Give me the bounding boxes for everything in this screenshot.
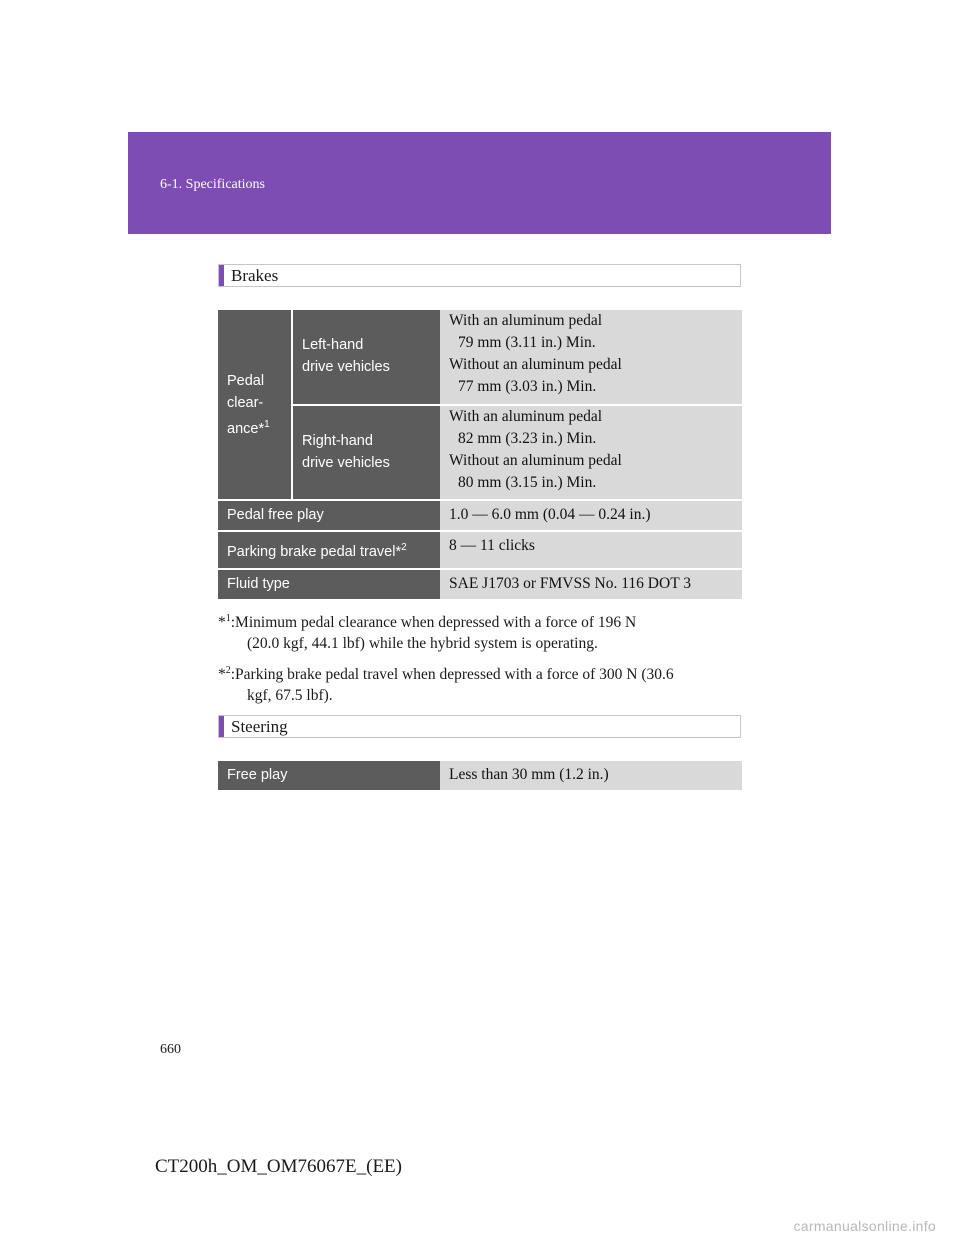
label-line: ance <box>227 420 259 437</box>
label-text: Parking brake pedal travel <box>227 543 396 560</box>
parking-brake-label <box>218 531 440 569</box>
steering-table <box>218 761 742 790</box>
footnote-mark: * <box>258 420 265 437</box>
table-row <box>218 501 742 531</box>
footnote-1 <box>218 608 740 654</box>
footnote-mark: * <box>395 543 402 560</box>
heading-accent-bar <box>219 716 224 737</box>
label-line: Left-hand <box>302 337 364 353</box>
pedal-free-play-label: Pedal free play <box>218 501 440 531</box>
footnotes <box>218 608 740 712</box>
footnote-mark: * <box>218 666 226 684</box>
section-title: 6-1. Specifications <box>160 177 265 192</box>
table-row <box>218 405 742 499</box>
lhd-values <box>440 310 742 405</box>
steering-heading-text: Steering <box>231 717 288 736</box>
label-line: clear- <box>227 394 264 411</box>
pedal-clearance-label <box>218 310 292 499</box>
value-label: With an aluminum pedal <box>449 408 603 425</box>
document-code: CT200h_OM_OM76067E_(EE) <box>155 1156 402 1177</box>
steering-free-play-value: Less than 30 mm (1.2 in.) <box>440 761 742 790</box>
footnote-2 <box>218 660 740 706</box>
value-text: 77 mm (3.03 in.) Min. <box>458 378 597 395</box>
table-row <box>218 531 742 569</box>
rhd-label <box>292 405 440 499</box>
brakes-table-lower <box>218 501 742 599</box>
fluid-type-value: SAE J1703 or FMVSS No. 116 DOT 3 <box>440 569 742 599</box>
value-label: With an aluminum pedal <box>449 312 603 329</box>
page-number: 660 <box>160 1042 181 1057</box>
label-line: Right-hand <box>302 433 373 449</box>
brakes-heading <box>218 264 741 287</box>
footnote-mark-number: 2 <box>401 542 407 553</box>
label-line: Pedal <box>227 372 265 389</box>
steering-free-play-label: Free play <box>218 761 440 790</box>
table-row <box>218 310 742 405</box>
parking-brake-value: 8 — 11 clicks <box>440 531 742 569</box>
value-text: 82 mm (3.23 in.) Min. <box>458 430 597 447</box>
lhd-label <box>292 310 440 405</box>
footnote-text: (20.0 kgf, 44.1 lbf) while the hybrid system is operating. <box>247 635 598 653</box>
heading-accent-bar <box>219 265 224 286</box>
rhd-values <box>440 405 742 499</box>
footnote-mark: * <box>218 614 226 632</box>
table-row <box>218 761 742 790</box>
brakes-heading-text: Brakes <box>231 266 279 285</box>
footnote-text: :Minimum pedal clearance when depressed with a force of 196 N <box>230 614 637 632</box>
watermark: carmanualsonline.info <box>793 1218 936 1234</box>
table-row <box>218 569 742 599</box>
steering-heading <box>218 715 741 738</box>
label-line: drive vehicles <box>302 455 390 471</box>
pedal-free-play-value: 1.0 — 6.0 mm (0.04 — 0.24 in.) <box>440 501 742 531</box>
label-line: drive vehicles <box>302 359 390 375</box>
footnote-text: :Parking brake pedal travel when depressed with a force of 300 N (30.6 <box>230 666 674 684</box>
value-label: Without an aluminum pedal <box>449 452 622 469</box>
footnote-mark-number: 2 <box>225 665 231 677</box>
footnote-mark-number: 1 <box>264 418 270 430</box>
value-label: Without an aluminum pedal <box>449 356 622 373</box>
footnote-mark-number: 1 <box>225 613 231 624</box>
brakes-table <box>218 310 742 499</box>
footnote-text: kgf, 67.5 lbf). <box>247 687 333 705</box>
fluid-type-label: Fluid type <box>218 569 440 599</box>
value-text: 80 mm (3.15 in.) Min. <box>458 474 597 491</box>
value-text: 79 mm (3.11 in.) Min. <box>458 334 596 351</box>
